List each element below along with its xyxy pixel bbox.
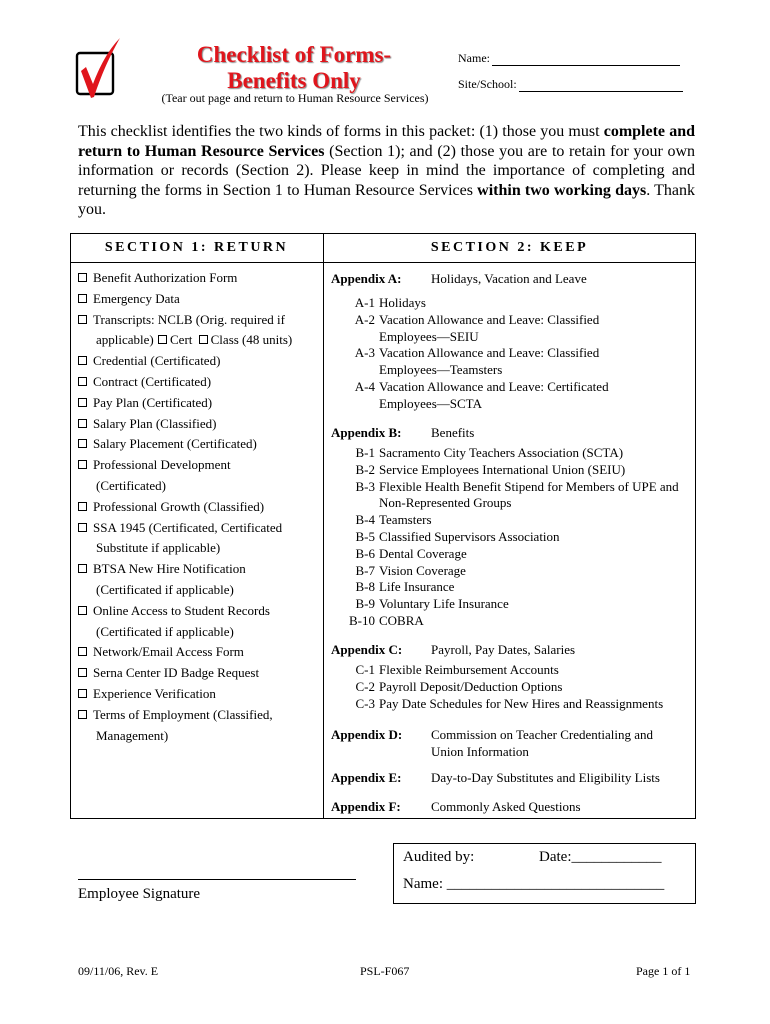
- site-label: Site/School:: [458, 77, 517, 91]
- list-item: A-3 Vacation Allowance and Leave: Classified Employees—Teamsters: [354, 345, 600, 378]
- checkbox[interactable]: [78, 398, 87, 407]
- checkbox[interactable]: [78, 689, 87, 698]
- checkbox[interactable]: [78, 502, 87, 511]
- signature-line[interactable]: [78, 879, 356, 880]
- appendix-label: Appendix E:: [331, 770, 402, 785]
- list-item[interactable]: Serna Center ID Badge Request: [78, 663, 323, 684]
- appendix-f: [331, 799, 696, 815]
- footer-date: 09/11/06, Rev. E: [78, 964, 159, 978]
- appendix-a: [331, 271, 696, 413]
- list-item[interactable]: Terms of Employment (Classified, Management): [78, 705, 323, 747]
- list-item[interactable]: Credential (Certificated): [78, 351, 323, 372]
- list-item: C-2 Payroll Deposit/Deduction Options: [355, 678, 563, 694]
- list-item[interactable]: Salary Plan (Classified): [78, 414, 323, 435]
- appendix-label: Appendix F:: [331, 799, 401, 814]
- appendix-title: Payroll, Pay Dates, Salaries: [431, 642, 576, 657]
- list-item: A-2 Vacation Allowance and Leave: Classified Employees—SEIU: [354, 311, 600, 344]
- section1-list: [78, 268, 323, 746]
- checkbox[interactable]: [78, 315, 87, 324]
- footer-page: Page 1 of 1: [636, 964, 691, 978]
- header-divider: [70, 262, 696, 263]
- list-item: C-3 Pay Date Schedules for New Hires and Reassignments: [355, 695, 664, 711]
- list-item: C-1 Flexible Reimbursement Accounts: [355, 662, 559, 677]
- name-field[interactable]: [458, 51, 680, 66]
- section2-heading: SECTION 2: KEEP: [430, 240, 589, 255]
- appendix-label: Appendix C:: [331, 642, 403, 657]
- list-item: B-1 Sacramento City Teachers Association (SCTA): [355, 445, 624, 460]
- list-item: A-4 Vacation Allowance and Leave: Certificated Employees—SCTA: [354, 378, 609, 411]
- appendix-title: Commonly Asked Questions: [431, 799, 581, 814]
- list-item[interactable]: Emergency Data: [78, 289, 323, 310]
- audited-by-label[interactable]: Audited by:: [403, 849, 475, 865]
- appendix-title: Commission on Teacher Credentialing and Union Information: [431, 727, 653, 759]
- checkbox[interactable]: [78, 439, 87, 448]
- list-item[interactable]: Benefit Authorization Form: [78, 268, 323, 289]
- site-school-field[interactable]: [458, 77, 683, 92]
- appendix-title: Day-to-Day Substitutes and Eligibility Lists: [431, 770, 660, 785]
- list-item: B-5 Classified Supervisors Association: [355, 528, 560, 544]
- list-item[interactable]: BTSA New Hire Notification (Certificated if applicable): [78, 559, 323, 601]
- list-item: B-6 Dental Coverage: [355, 545, 467, 561]
- checkbox[interactable]: [78, 377, 87, 386]
- intro-paragraph: This checklist identifies the two kinds of forms in this packet: (1) those you must complete and return to Human Resource Services (Section 1); and (2) those you are to retain for your own information or records (Section 2). Please keep in mind the importance of completing and returning the forms in Section 1 to Human Resource Services within two working days. Thank you.: [78, 123, 695, 218]
- list-item[interactable]: Network/Email Access Form: [78, 642, 323, 663]
- audit-box: [393, 843, 696, 904]
- appendix-title: Holidays, Vacation and Leave: [431, 271, 587, 286]
- checkbox-cert[interactable]: [158, 335, 167, 344]
- list-item: B-3 Flexible Health Benefit Stipend for Members of UPE and Non-Represented Groups: [355, 478, 679, 511]
- checkbox[interactable]: [78, 647, 87, 656]
- list-item[interactable]: Transcripts: NCLB (Orig. required if applicable) Cert Class (48 units): [78, 310, 323, 352]
- list-item: B-8 Life Insurance: [355, 579, 455, 595]
- list-item[interactable]: Experience Verification: [78, 684, 323, 705]
- list-item[interactable]: SSA 1945 (Certificated, Certificated Substitute if applicable): [78, 518, 323, 560]
- appendix-b: [331, 425, 696, 630]
- list-item[interactable]: Contract (Certificated): [78, 372, 323, 393]
- page-title: Checklist of Forms- Benefits Only: [196, 42, 392, 93]
- appendix-title: Benefits: [431, 425, 475, 440]
- footer-form-number: PSL-F067: [360, 964, 410, 978]
- list-item[interactable]: Pay Plan (Certificated): [78, 393, 323, 414]
- list-item: B-9 Voluntary Life Insurance: [355, 596, 509, 612]
- checkbox[interactable]: [78, 294, 87, 303]
- checkbox[interactable]: [78, 523, 87, 532]
- name-label: Name:: [458, 51, 490, 65]
- checkmark-logo-icon: [72, 36, 124, 102]
- appendix-label: Appendix B:: [331, 425, 402, 440]
- list-item[interactable]: Professional Development (Certificated): [78, 455, 323, 497]
- date-field[interactable]: Date:____________: [539, 849, 662, 865]
- list-item[interactable]: Professional Growth (Classified): [78, 497, 323, 518]
- checkbox[interactable]: [78, 460, 87, 469]
- name-field-audit[interactable]: Name: _____________________________: [403, 876, 665, 892]
- checkbox[interactable]: [78, 668, 87, 677]
- checkbox[interactable]: [78, 419, 87, 428]
- checkbox[interactable]: [78, 710, 87, 719]
- checkbox-class[interactable]: [199, 335, 208, 344]
- checkbox[interactable]: [78, 606, 87, 615]
- appendix-e: [331, 770, 696, 786]
- list-item: B-10 COBRA: [349, 612, 424, 628]
- checkbox[interactable]: [78, 273, 87, 282]
- list-item: B-4 Teamsters: [355, 512, 432, 528]
- subtitle: (Tear out page and return to Human Resource Services): [161, 91, 429, 105]
- appendix-d: [331, 726, 696, 760]
- list-item[interactable]: Salary Placement (Certificated): [78, 434, 323, 455]
- appendix-label: Appendix D:: [331, 727, 403, 742]
- section1-heading: SECTION 1: RETURN: [104, 240, 289, 255]
- signature-label: Employee Signature: [78, 886, 201, 902]
- appendix-c: [331, 642, 696, 712]
- list-item[interactable]: Online Access to Student Records (Certificated if applicable): [78, 601, 323, 643]
- list-item: B-2 Service Employees International Union (SEIU): [355, 461, 626, 477]
- appendix-label: Appendix A:: [331, 271, 402, 286]
- checkbox[interactable]: [78, 564, 87, 573]
- list-item: B-7 Vision Coverage: [355, 562, 466, 578]
- list-item: A-1 Holidays: [354, 295, 426, 310]
- column-divider: [323, 233, 324, 819]
- checkbox[interactable]: [78, 356, 87, 365]
